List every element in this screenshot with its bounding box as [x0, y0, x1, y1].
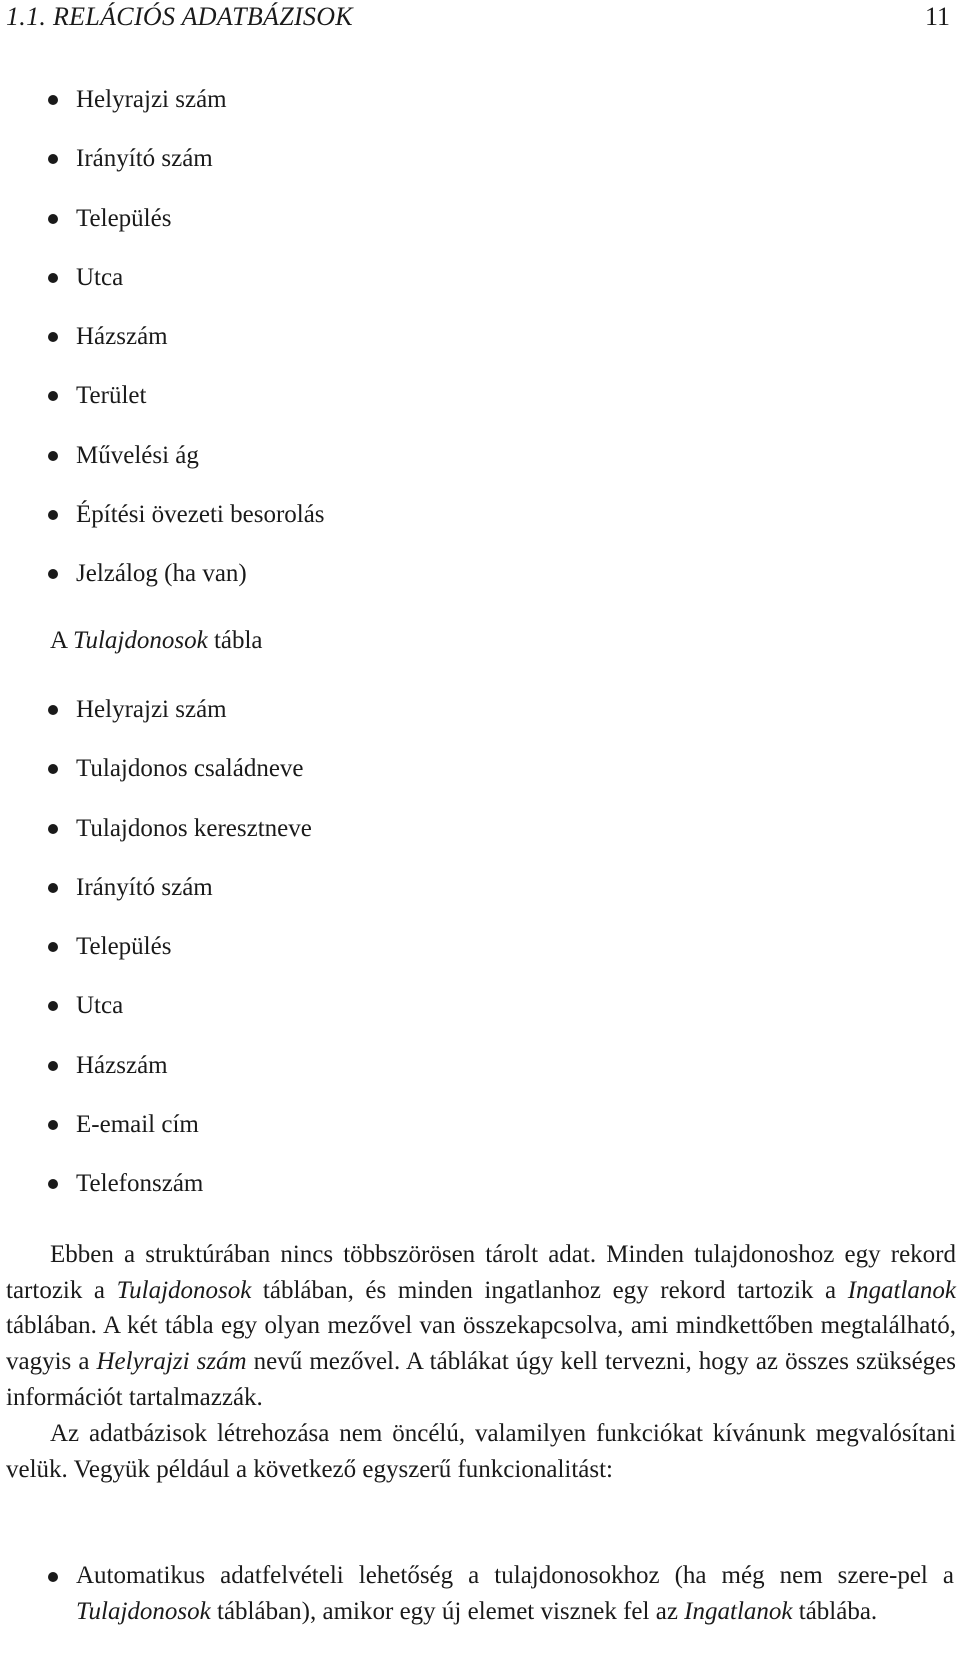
list-item [0, 378, 325, 437]
bullet-icon [48, 764, 58, 774]
paragraph-text: táblában, és minden ingatlanhoz egy rekord tartozik a [251, 1276, 848, 1304]
list-item-label: Házszám [76, 1051, 168, 1079]
list-item [0, 260, 325, 319]
bullet-icon [48, 883, 58, 893]
list-item-label: Terület [76, 382, 147, 410]
running-header [6, 0, 950, 40]
bullet-icon [48, 705, 58, 715]
bullet-icon [48, 1572, 58, 1582]
list-item-label: Házszám [76, 323, 168, 351]
list-item [0, 870, 312, 929]
list-item-label: Művelési ág [76, 441, 199, 469]
table-name-emphasis: Ingatlanok [847, 1276, 957, 1304]
list-item [0, 929, 312, 988]
heading-table-name: Tulajdonosok [72, 627, 208, 654]
list-item [0, 751, 312, 810]
list-item-label: Építési övezeti besorolás [76, 501, 325, 529]
bullet-icon [48, 1179, 58, 1189]
list-item-label: Település [76, 204, 172, 232]
list-item-label: Jelzálog (ha van) [76, 560, 247, 588]
body-paragraph: Az adatbázisok létrehozása nem öncélú, valamilyen funkciókat kívánunk megvalósítani velük. Vegyük például a következő egyszerű funkcionalitást: [6, 1420, 956, 1483]
bullet-icon [48, 391, 58, 401]
list-item [0, 438, 325, 497]
bullet-icon [48, 1061, 58, 1071]
list-item-label: Tulajdonos családneve [76, 755, 304, 783]
list-item [0, 1048, 312, 1107]
list-item [0, 556, 325, 615]
bullet-icon [48, 510, 58, 520]
list-item [0, 811, 312, 870]
bullet-icon [48, 451, 58, 461]
list-item-label: Település [76, 933, 172, 961]
list-item [0, 497, 325, 556]
field-name-emphasis: Helyrajzi szám [96, 1348, 247, 1376]
list-item [0, 1107, 312, 1166]
bullet-icon [48, 332, 58, 342]
list-item-label: Tulajdonos keresztneve [76, 814, 312, 842]
bullet-icon [48, 824, 58, 834]
bullet-icon [48, 569, 58, 579]
list-item [0, 201, 325, 260]
page-number: 11 [924, 2, 950, 31]
list-item [0, 988, 312, 1047]
list-item-label: E-email cím [76, 1111, 199, 1139]
bullet-icon [48, 214, 58, 224]
bullet-icon [48, 1120, 58, 1130]
table-name-emphasis: Tulajdonosok [116, 1276, 252, 1304]
tulajdonosok-field-list [0, 692, 312, 1226]
bullet-icon [48, 95, 58, 105]
list-item-label: Utca [76, 263, 124, 291]
list-item-text: táblában), amikor egy új elemet visznek fel az [210, 1597, 685, 1625]
list-item-label: Telefonszám [76, 1170, 204, 1198]
functionality-list [0, 1558, 960, 1629]
heading-suffix: tábla [207, 627, 263, 654]
list-item-label: Helyrajzi szám [76, 86, 227, 113]
list-item-label: Utca [76, 992, 124, 1020]
list-item [0, 692, 312, 751]
list-item [0, 1166, 312, 1225]
list-item [0, 319, 325, 378]
list-item-text: Automatikus adatfelvételi lehetőség a tulajdonosokhoz (ha még nem szere-pel a [76, 1562, 954, 1589]
list-item-label: Irányító szám [76, 873, 213, 901]
bullet-icon [48, 942, 58, 952]
paragraph-text: Ebben a struktúrában nincs többszörösen tárolt adat. Minden tulajdonoshoz egy rekord tartozik a [6, 1241, 956, 1304]
list-item-text: táblába. [792, 1597, 878, 1625]
list-item [0, 141, 325, 200]
heading-prefix: A [50, 627, 73, 654]
table-name-emphasis: Ingatlanok [684, 1597, 793, 1625]
list-item [0, 1558, 960, 1629]
paragraph-text: nevű mezővel. A táblákat úgy kell tervezni, hogy az összes szükséges információt tartalmazzák. [6, 1348, 956, 1411]
table-name-emphasis: Tulajdonosok [76, 1597, 211, 1625]
list-item-label: Irányító szám [76, 145, 213, 173]
body-paragraph [6, 1237, 956, 1416]
section-title: 1.1. RELÁCIÓS ADATBÁZISOK [6, 2, 353, 31]
ingatlanok-field-list [0, 82, 325, 616]
paragraph-text: táblában. A két tábla egy olyan mezővel van összekapcsolva, ami mindkettőben megtalálható, vagyis a [6, 1312, 956, 1376]
bullet-icon [48, 1001, 58, 1011]
list-item-label: Helyrajzi szám [76, 696, 227, 723]
bullet-icon [48, 273, 58, 283]
bullet-icon [48, 154, 58, 164]
tulajdonosok-table-heading [50, 623, 263, 659]
list-item [0, 82, 325, 141]
